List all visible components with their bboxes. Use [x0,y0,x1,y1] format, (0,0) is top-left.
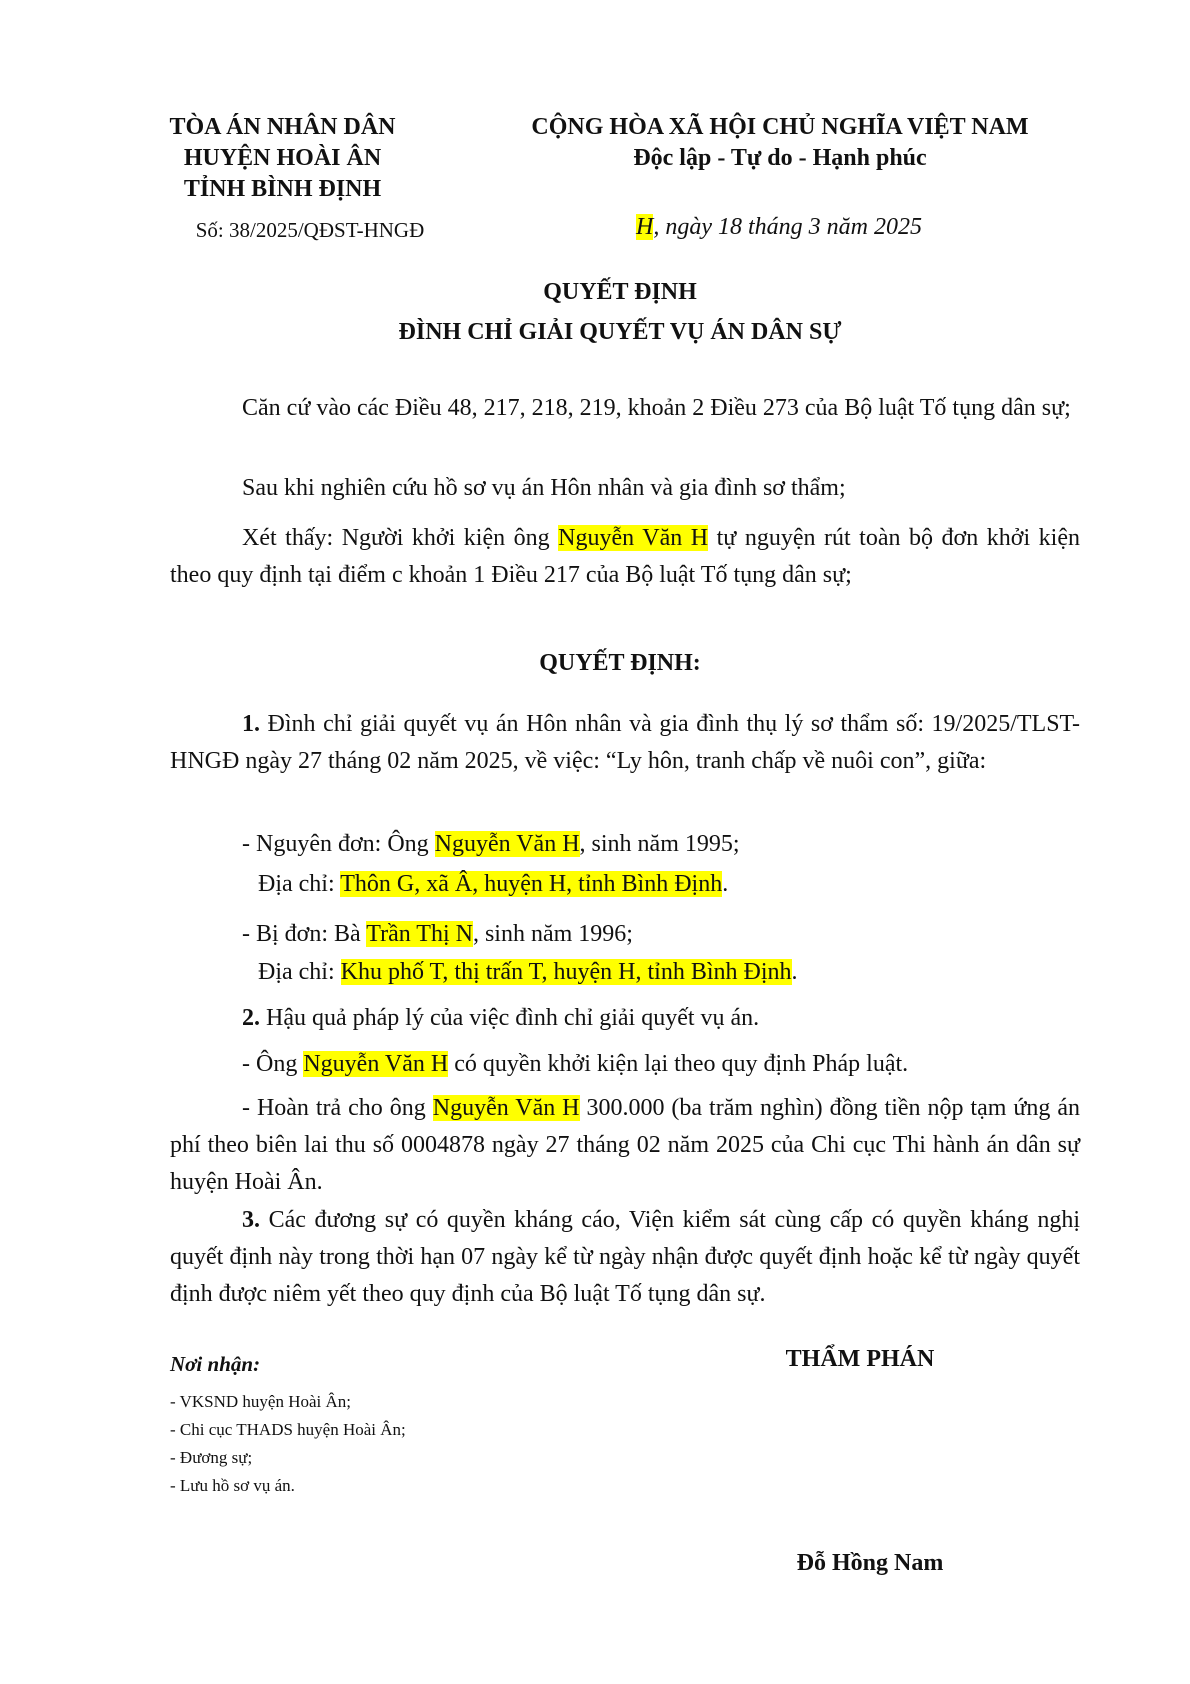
court-line-1: TÒA ÁN NHÂN DÂN [169,114,396,140]
document-title [150,272,1090,352]
issue-place: H [636,214,654,240]
signer-name: Đỗ Hồng Nam [796,1550,944,1576]
plaintiff-address-value: Thôn G, xã Â, huyện H, tỉnh Bình Định [340,871,723,897]
issue-date-text: , ngày 18 tháng 3 năm 2025 [653,214,922,240]
recipients-label: Nơi nhận: [170,1352,261,1376]
plaintiff-address: Địa chỉ: Thôn G, xã Â, huyện H, tỉnh Bình Định. [258,871,729,897]
list-item: - VKSND huyện Hoài Ân; [170,1392,352,1411]
plaintiff-name: Nguyễn Văn H [558,525,709,551]
item-2-refund: - Hoàn trả cho ông Nguyễn Văn H 300.000 (ba trăm nghìn) đồng tiền nộp tạm ứng án phí theo biên lai thu số 0004878 ngày 27 tháng 02 năm 2025 của Chi cục Thi hành án dân sự huyện Hoài Ân. [170,1095,1080,1195]
plaintiff-line: - Nguyên đơn: Ông Nguyễn Văn H, sinh năm 1995; [242,831,740,857]
item-1-number: 1. [242,711,260,737]
list-item: - Đương sự; [170,1448,253,1467]
defendant-address-value: Khu phố T, thị trấn T, huyện H, tỉnh Bình Định [340,959,792,985]
recipients-list [170,1388,590,1500]
list-item: - Lưu hồ sơ vụ án. [170,1476,295,1495]
item-3: 3. Các đương sự có quyền kháng cáo, Viện kiểm sát cùng cấp có quyền kháng nghị quyết định này trong thời hạn 07 ngày kể từ ngày nhận được quyết định hoặc kể từ ngày quyết định được niêm yết theo quy định của Bộ luật Tố tụng dân sự. [170,1207,1080,1307]
item-1: 1. Đình chỉ giải quyết vụ án Hôn nhân và gia đình thụ lý sơ thẩm số: 19/2025/TLST-HNGĐ ngày 27 tháng 02 năm 2025, về việc: “Ly hôn, tranh chấp về nuôi con”, giữa: [170,711,1080,774]
item-2-number: 2. [242,1005,260,1031]
issue-date [636,214,922,241]
signature-title: THẨM PHÁN [785,1346,935,1372]
document-number: Số: 38/2025/QĐST-HNGĐ [195,218,425,242]
preamble-consideration: Xét thấy: Người khởi kiện ông Nguyễn Văn H tự nguyện rút toàn bộ đơn khởi kiện theo quy định tại điểm c khoản 1 Điều 217 của Bộ luật Tố tụng dân sự; [170,525,1080,588]
title-line-1: QUYẾT ĐỊNH [543,279,697,305]
defendant-line: - Bị đơn: Bà Trần Thị N, sinh năm 1996; [242,921,633,947]
national-motto [500,112,1060,174]
court-name [150,112,415,205]
item-2: 2. Hậu quả pháp lý của việc đình chỉ giải quyết vụ án. [242,1005,760,1031]
plaintiff-name: Nguyễn Văn H [434,831,580,857]
nation-line-2: Độc lập - Tự do - Hạnh phúc [633,145,927,171]
decision-heading: QUYẾT ĐỊNH: [539,650,701,676]
preamble-legal-basis: Căn cứ vào các Điều 48, 217, 218, 219, khoản 2 Điều 273 của Bộ luật Tố tụng dân sự; [242,395,1071,421]
defendant-name: Trần Thị N [366,921,473,947]
plaintiff-name: Nguyễn Văn H [303,1051,449,1077]
item-3-number: 3. [242,1207,260,1233]
title-line-2: ĐÌNH CHỈ GIẢI QUYẾT VỤ ÁN DÂN SỰ [398,319,842,345]
nation-line-1: CỘNG HÒA XÃ HỘI CHỦ NGHĨA VIỆT NAM [531,114,1029,140]
preamble-review: Sau khi nghiên cứu hồ sơ vụ án Hôn nhân và gia đình sơ thẩm; [242,475,846,501]
item-2-right: - Ông Nguyễn Văn H có quyền khởi kiện lại theo quy định Pháp luật. [242,1051,909,1077]
court-line-3: TỈNH BÌNH ĐỊNH [183,176,382,202]
list-item: - Chi cục THADS huyện Hoài Ân; [170,1420,406,1439]
defendant-address: Địa chỉ: Khu phố T, thị trấn T, huyện H, tỉnh Bình Định. [258,959,798,985]
plaintiff-name: Nguyễn Văn H [432,1095,580,1121]
court-line-2: HUYỆN HOÀI ÂN [183,145,382,171]
